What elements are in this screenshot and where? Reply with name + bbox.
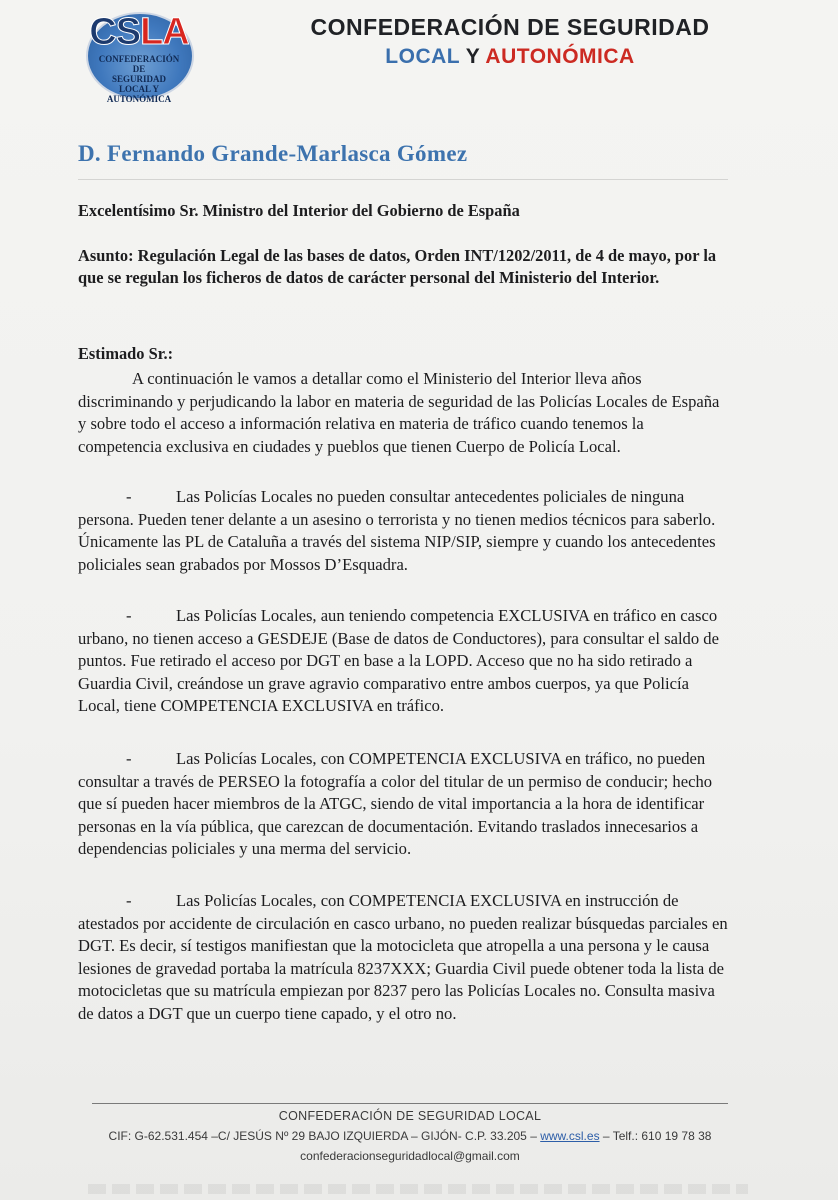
bleed-through-text [88, 1184, 748, 1194]
addressee-title: Excelentísimo Sr. Ministro del Interior del Gobierno de España [78, 201, 520, 220]
bullet-paragraph: - Las Policías Locales, aun teniendo competencia EXCLUSIVA en tráfico en casco urbano, no tienen acceso a GESDEJE (Base de datos de Conductores), para consultar el saldo de puntos. Fue retirado el acceso por DGT en base a la LOPD. Acceso que no ha sido retirado a Guardia Civil, creándose un grave agravio comparativo entre ambos cuerpos, ya que Policía Local, tiene COMPETENCIA EXCLUSIVA en tráfico. [78, 606, 719, 715]
footer-email[interactable]: confederacionseguridadlocal@gmail.com [300, 1149, 520, 1163]
organization-name-line2: LOCAL Y AUTONÓMICA [385, 45, 635, 68]
footer-address: CIF: G-62.531.454 –C/ JESÚS Nº 29 BAJO IZQUIERDA – GIJÓN- C.P. 33.205 – www.csl.es – Telf.: 610 19 78 38 [108, 1129, 712, 1143]
intro-paragraph: A continuación le vamos a detallar como el Ministerio del Interior lleva años discriminando y perjudicando la labor en materia de seguridad de las Policías Locales de España y sobre todo el acceso a información relativa en materia de tráfico cuando tenemos la competencia exclusiva en ciudades y pueblos que tienen Cuerpo de Policía Local. [78, 369, 720, 456]
logo-wordmark: CSLA [89, 11, 189, 53]
csla-logo [80, 4, 198, 104]
letterhead-footer [70, 1106, 750, 1166]
divider [78, 179, 728, 180]
footer-organization: CONFEDERACIÓN DE SEGURIDAD LOCAL [278, 1109, 542, 1123]
organization-name-line1: CONFEDERACIÓN DE SEGURIDAD [310, 14, 710, 40]
organization-name [290, 12, 730, 72]
website-link[interactable]: www.csl.es [540, 1129, 600, 1143]
greeting: Estimado Sr.: [78, 344, 174, 363]
subject-line: Asunto: Regulación Legal de las bases de datos, Orden INT/1202/2011, de 4 de mayo, por la que se regulan los ficheros de datos de carácter personal del Ministerio del Interior. [78, 246, 717, 287]
bullet-paragraph: - Las Policías Locales no pueden consultar antecedentes policiales de ninguna persona. Pueden tener delante a un asesino o terrorista y no tienen medios técnicos para saberlo. Únicamente las PL de Cataluña a través del sistema NIP/SIP, siempre y cuando los antecedentes policiales sean grabados por Mossos D’Esquadra. [78, 487, 716, 574]
footer-divider [92, 1103, 728, 1104]
logo-subtitle: CONFEDERACIÓN DE SEGURIDAD LOCAL Y AUTONÓMICA [98, 54, 180, 104]
addressee-name: D. Fernando Grande-Marlasca Gómez [78, 141, 468, 166]
bullet-paragraph: - Las Policías Locales, con COMPETENCIA EXCLUSIVA en tráfico, no pueden consultar a través de PERSEO la fotografía a color del titular de un permiso de conducir; hecho que sí pueden hacer miembros de la ATGC, siendo de vital importancia a la hora de identificar personas en la vía pública, que carezcan de documentación. Evitando traslados innecesarios a dependencias policiales y una merma del servicio. [78, 749, 713, 858]
bullet-paragraph: - Las Policías Locales, con COMPETENCIA EXCLUSIVA en instrucción de atestados por accidente de circulación en casco urbano, no pueden realizar búsquedas parciales en DGT. Es decir, sí testigos manifiestan que la motocicleta que atropella a una persona y le causa lesiones de gravedad portaba la matrícula 8237XXX; Guardia Civil puede obtener toda la lista de motocicletas que su matrícula empiezan por 8237 pero las Policías Locales no. Consulta masiva de datos a DGT que un cuerpo tiene capado, y el otro no. [78, 891, 728, 1023]
